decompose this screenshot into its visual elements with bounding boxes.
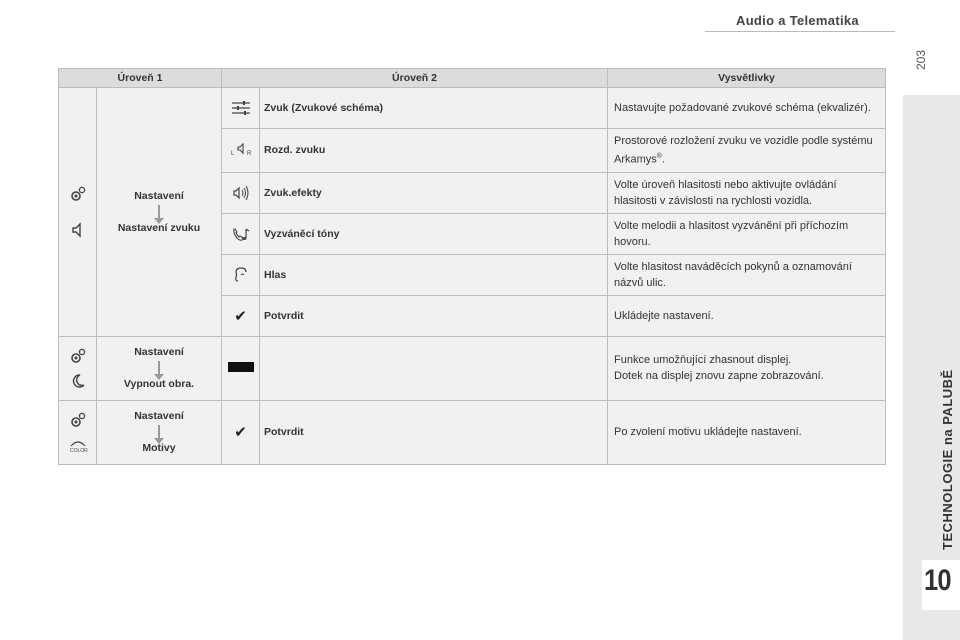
- level2-label[interactable]: Zvuk.efekty: [260, 172, 608, 213]
- moon-icon: [70, 373, 86, 389]
- table-row: [59, 336, 886, 400]
- level2-icon-cell: [222, 172, 260, 213]
- level1-label-cell: [97, 88, 222, 337]
- settings-table: [58, 68, 886, 465]
- chapter-title: TECHNOLOGIE na PALUBĚ: [940, 369, 955, 550]
- table-row: [59, 88, 886, 129]
- arrow-down-icon: [158, 205, 160, 219]
- header-level2: Úroveň 2: [222, 69, 608, 88]
- level1-top-label: Nastavení: [134, 189, 184, 202]
- arrow-down-icon: [158, 425, 160, 439]
- settings-icon: [69, 185, 87, 203]
- table-header-row: [59, 69, 886, 88]
- equalizer-icon[interactable]: [231, 100, 251, 116]
- level1-icons-cell: [59, 88, 97, 337]
- level2-label-empty: [260, 336, 608, 400]
- level1-icons-cell: [59, 336, 97, 400]
- svg-text:L: L: [230, 151, 234, 158]
- ringtone-icon[interactable]: [231, 225, 251, 243]
- level1-top-label: Nastavení: [134, 410, 184, 423]
- explanation: [608, 336, 886, 400]
- level1-bottom-label: Motivy: [142, 442, 176, 455]
- voice-icon[interactable]: [232, 266, 250, 284]
- explanation: [608, 129, 886, 173]
- level2-icon-cell: [222, 129, 260, 173]
- side-bar-top: [903, 0, 960, 95]
- header-level1: Úroveň 1: [59, 69, 222, 88]
- registered-mark: ®: [656, 153, 662, 160]
- explanation: Nastavujte požadované zvukové schéma (ekvalizér).: [608, 88, 886, 129]
- explanation: Volte melodii a hlasitost vyzvánění při příchozím hovoru.: [608, 213, 886, 254]
- level2-label[interactable]: Zvuk (Zvukové schéma): [260, 88, 608, 129]
- chapter-number: 10: [924, 564, 951, 597]
- check-icon[interactable]: ✔: [234, 424, 247, 442]
- settings-icon: [69, 347, 87, 365]
- level2-icon-cell: [222, 254, 260, 295]
- level1-label-cell: [97, 336, 222, 400]
- level1-label-cell: [97, 400, 222, 464]
- explanation-end: .: [661, 153, 666, 166]
- color-label: COLOR: [69, 448, 88, 454]
- balance-icon[interactable]: [230, 142, 252, 158]
- level1-icons-cell: [59, 400, 97, 464]
- level1-bottom-label: Nastavení zvuku: [117, 221, 201, 234]
- header-divider: [705, 31, 895, 32]
- explanation: Po zvolení motivu ukládejte nastavení.: [608, 400, 886, 464]
- svg-text:R: R: [246, 151, 251, 158]
- color-theme-icon: [67, 437, 89, 453]
- level1-bottom-label: Vypnout obra.: [123, 378, 195, 391]
- header-title: Audio a Telematika: [736, 13, 859, 28]
- explanation: Volte hlasitost naváděcích pokynů a oznamování názvů ulic.: [608, 254, 886, 295]
- explanation-line: Funkce umožňující zhasnout displej.: [614, 354, 792, 367]
- level2-label[interactable]: Rozd. zvuku: [260, 129, 608, 173]
- level2-label[interactable]: Vyzváněcí tóny: [260, 213, 608, 254]
- check-icon[interactable]: ✔: [234, 307, 247, 325]
- speaker-icon: [69, 221, 87, 239]
- explanation-line: Dotek na displej znovu zapne zobrazování.: [614, 370, 824, 383]
- level2-icon-cell: [222, 336, 260, 400]
- table-row: [59, 400, 886, 464]
- explanation: Volte úroveň hlasitosti nebo aktivujte ovládání hlasitosti v závislosti na rychlosti vozidla.: [608, 172, 886, 213]
- level2-icon-cell: [222, 295, 260, 336]
- level2-label[interactable]: Potvrdit: [260, 400, 608, 464]
- level2-icon-cell: [222, 400, 260, 464]
- header-explanations: Vysvětlivky: [608, 69, 886, 88]
- level2-label[interactable]: Potvrdit: [260, 295, 608, 336]
- arrow-down-icon: [158, 361, 160, 375]
- level1-top-label: Nastavení: [134, 346, 184, 359]
- explanation: Ukládejte nastavení.: [608, 295, 886, 336]
- level2-icon-cell: [222, 213, 260, 254]
- screen-off-icon[interactable]: [228, 362, 254, 372]
- page-number: 203: [914, 49, 928, 70]
- explanation-text: Prostorové rozložení zvuku ve vozidle podle systému Arkamys: [614, 135, 873, 166]
- sound-effects-icon[interactable]: [231, 185, 251, 201]
- level2-label[interactable]: Hlas: [260, 254, 608, 295]
- level2-icon-cell: [222, 88, 260, 129]
- settings-icon: [69, 411, 87, 429]
